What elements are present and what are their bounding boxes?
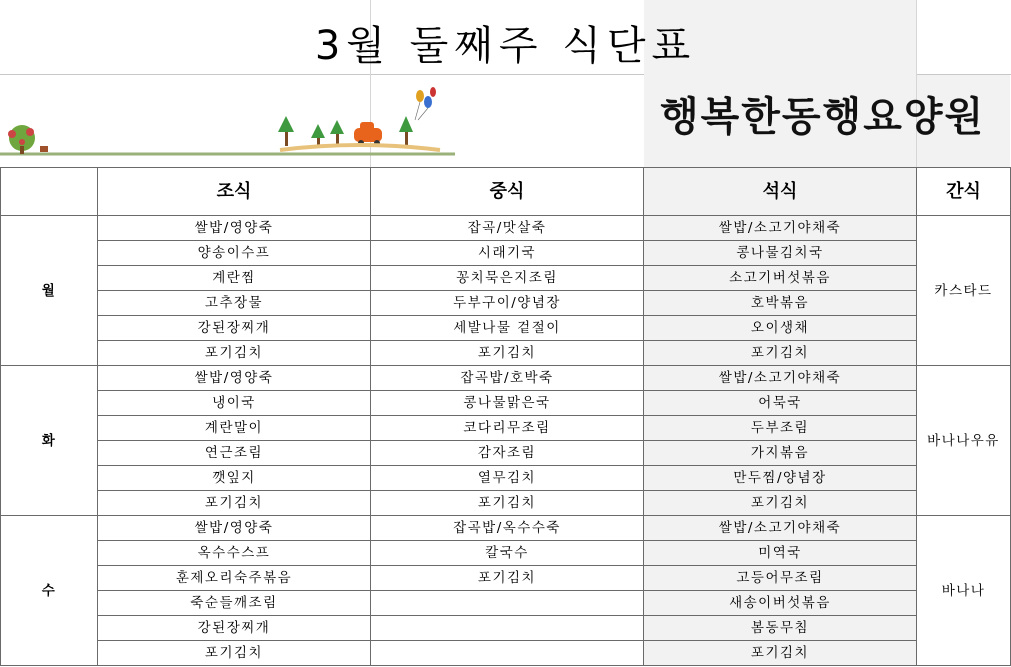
dinner-cell: 호박볶음	[644, 291, 917, 316]
table-row	[1, 341, 1011, 366]
lunch-cell: 콩나물맑은국	[371, 391, 644, 416]
dinner-cell: 포기김치	[644, 341, 917, 366]
tree-icon	[278, 116, 294, 146]
dinner-cell: 고등어무조림	[644, 566, 917, 591]
table-row	[1, 466, 1011, 491]
breakfast-cell: 연근조림	[98, 441, 371, 466]
lunch-cell: 잡곡밥/호박죽	[371, 366, 644, 391]
header-day-cell	[1, 168, 98, 216]
table-row	[1, 591, 1011, 616]
breakfast-cell: 강된장찌개	[98, 316, 371, 341]
header-breakfast: 조식	[98, 168, 371, 216]
snack-cell: 바나나우유	[917, 366, 1011, 516]
breakfast-cell: 고추장물	[98, 291, 371, 316]
breakfast-cell: 쌀밥/영양죽	[98, 366, 371, 391]
header-snack: 간식	[917, 168, 1011, 216]
snack-cell: 카스타드	[917, 216, 1011, 366]
lunch-cell: 잡곡/맛살죽	[371, 216, 644, 241]
breakfast-cell: 강된장찌개	[98, 616, 371, 641]
day-cell: 월	[1, 216, 98, 366]
breakfast-cell: 쌀밥/영양죽	[98, 516, 371, 541]
meal-plan-table	[0, 167, 1011, 666]
dinner-cell: 오이생채	[644, 316, 917, 341]
table-row	[1, 291, 1011, 316]
lunch-cell: 열무김치	[371, 466, 644, 491]
landscape-illustration	[0, 80, 460, 160]
lunch-cell: 시래기국	[371, 241, 644, 266]
dinner-cell: 미역국	[644, 541, 917, 566]
dinner-cell: 포기김치	[644, 491, 917, 516]
table-row	[1, 391, 1011, 416]
tree-icon	[399, 116, 413, 146]
breakfast-cell: 옥수수스프	[98, 541, 371, 566]
table-row	[1, 641, 1011, 666]
dinner-cell: 소고기버섯볶음	[644, 266, 917, 291]
table-row	[1, 216, 1011, 241]
lunch-cell: 포기김치	[371, 491, 644, 516]
table-row	[1, 366, 1011, 391]
header-dinner: 석식	[644, 168, 917, 216]
dinner-cell: 쌀밥/소고기야채죽	[644, 216, 917, 241]
breakfast-cell: 포기김치	[98, 641, 371, 666]
table-row	[1, 266, 1011, 291]
breakfast-cell: 쌀밥/영양죽	[98, 216, 371, 241]
breakfast-cell: 깻잎지	[98, 466, 371, 491]
balloon-icon	[415, 87, 436, 120]
lunch-cell: 코다리무조림	[371, 416, 644, 441]
lunch-cell: 꽁치묵은지조림	[371, 266, 644, 291]
table-row	[1, 616, 1011, 641]
dinner-cell: 두부조림	[644, 416, 917, 441]
breakfast-cell: 훈제오리숙주볶음	[98, 566, 371, 591]
car-icon	[354, 122, 382, 146]
breakfast-cell: 양송이수프	[98, 241, 371, 266]
lunch-cell	[371, 591, 644, 616]
table-row	[1, 441, 1011, 466]
lunch-cell: 포기김치	[371, 566, 644, 591]
lunch-cell	[371, 641, 644, 666]
breakfast-cell: 포기김치	[98, 491, 371, 516]
dinner-cell: 새송이버섯볶음	[644, 591, 917, 616]
table-row	[1, 316, 1011, 341]
dinner-cell: 포기김치	[644, 641, 917, 666]
dinner-cell: 쌀밥/소고기야채죽	[644, 366, 917, 391]
lunch-cell: 포기김치	[371, 341, 644, 366]
lunch-cell: 잡곡밥/옥수수죽	[371, 516, 644, 541]
table-row	[1, 416, 1011, 441]
table-row	[1, 516, 1011, 541]
table-row	[1, 566, 1011, 591]
table-row	[1, 491, 1011, 516]
dinner-cell: 봄동무침	[644, 616, 917, 641]
page-title: 3월 둘째주 식단표	[314, 23, 697, 69]
dinner-cell: 어묵국	[644, 391, 917, 416]
dinner-cell: 가지볶음	[644, 441, 917, 466]
dinner-cell: 콩나물김치국	[644, 241, 917, 266]
tree-icon	[8, 125, 35, 154]
table-row	[1, 241, 1011, 266]
breakfast-cell: 계란찜	[98, 266, 371, 291]
table-header-row	[1, 168, 1011, 216]
breakfast-cell: 냉이국	[98, 391, 371, 416]
snack-cell: 바나나	[917, 516, 1011, 666]
breakfast-cell: 계란말이	[98, 416, 371, 441]
tree-icon	[330, 120, 344, 146]
lunch-cell: 감자조림	[371, 441, 644, 466]
dinner-cell: 만두찜/양념장	[644, 466, 917, 491]
table-row	[1, 541, 1011, 566]
path-line	[280, 145, 440, 150]
day-cell: 화	[1, 366, 98, 516]
dinner-cell: 쌀밥/소고기야채죽	[644, 516, 917, 541]
lunch-cell: 칼국수	[371, 541, 644, 566]
lunch-cell: 세발나물 겉절이	[371, 316, 644, 341]
day-cell: 수	[1, 516, 98, 666]
breakfast-cell: 포기김치	[98, 341, 371, 366]
header-lunch: 중식	[371, 168, 644, 216]
breakfast-cell: 죽순들깨조림	[98, 591, 371, 616]
basket-icon	[40, 146, 48, 152]
brand-name: 행복한동행요양원	[660, 94, 986, 140]
lunch-cell	[371, 616, 644, 641]
lunch-cell: 두부구이/양념장	[371, 291, 644, 316]
